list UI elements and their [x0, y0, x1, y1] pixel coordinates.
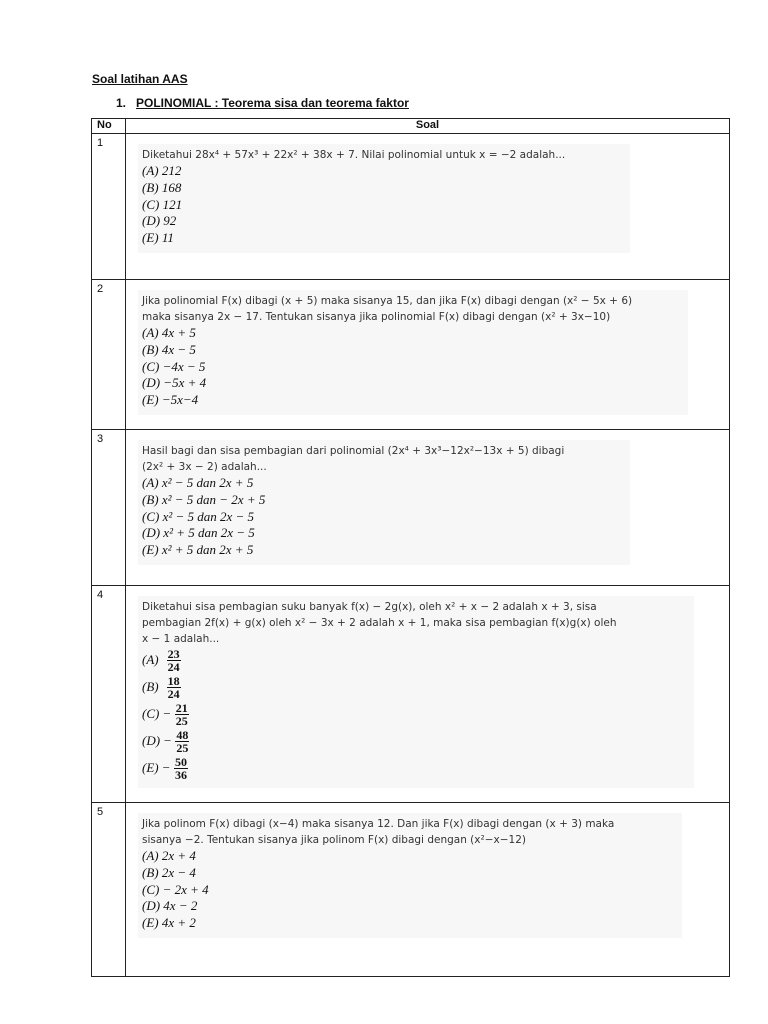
question-stem-line-2: (2x² + 3x − 2) adalah... — [142, 460, 267, 473]
fraction-numerator: 21 — [175, 700, 188, 715]
question-cell — [126, 802, 730, 976]
fraction-denominator: 25 — [176, 740, 189, 755]
option-e: (E) −5x−4 — [142, 392, 199, 408]
question-box — [138, 813, 682, 938]
fraction-denominator: 36 — [174, 767, 187, 782]
fraction — [167, 675, 181, 700]
question-stem-line-2: sisanya −2. Tentukan sisanya jika polinom F(x) dibagi dengan (x²−x−12) — [142, 833, 526, 846]
question-number: 5 — [92, 802, 126, 976]
option-e: (E) 4x + 2 — [142, 915, 196, 931]
fraction-numerator: 50 — [174, 754, 187, 769]
option-d: (D) 4x − 2 — [142, 898, 198, 914]
option-d: (D) −5x + 4 — [142, 375, 207, 391]
option-d: (D) x² + 5 dan 2x − 5 — [142, 525, 255, 541]
question-stem-line-3: x − 1 adalah... — [142, 632, 220, 645]
question-box — [138, 144, 630, 253]
option-c: (C) −4x − 5 — [142, 358, 206, 374]
fraction — [175, 729, 189, 754]
option-a: (A) 4x + 5 — [142, 325, 196, 340]
option-d — [142, 728, 688, 755]
question-stem: Diketahui 28x⁴ + 57x³ + 22x² + 38x + 7. Nilai polinomial untuk x = −2 adalah... — [142, 149, 566, 161]
option-c — [142, 701, 688, 728]
option-a: (A) 2x + 4 — [142, 847, 196, 863]
option-a — [142, 647, 688, 674]
option-b — [142, 674, 688, 701]
option-b: (B) x² − 5 dan − 2x + 5 — [142, 491, 266, 507]
fraction-numerator: 18 — [167, 673, 180, 688]
table-row — [92, 134, 730, 280]
option-c: (C) x² − 5 dan 2x − 5 — [142, 508, 255, 524]
question-box — [138, 596, 694, 788]
question-stem-line-2: maka sisanya 2x − 17. Tentukan sisanya jika polinomial F(x) dibagi dengan (x² + 3x−10) — [142, 311, 611, 323]
table-row — [92, 429, 730, 585]
question-cell — [126, 134, 730, 280]
option-label: (B) — [142, 679, 159, 695]
option-e: (E) 11 — [142, 230, 174, 246]
option-e — [142, 755, 688, 782]
option-c: (C) 121 — [142, 196, 183, 212]
fraction — [175, 702, 189, 727]
table-row — [92, 585, 730, 802]
fraction — [167, 648, 181, 673]
option-c: (C) − 2x + 4 — [142, 881, 209, 897]
option-a: (A) 212 — [142, 163, 182, 178]
question-cell — [126, 585, 730, 802]
table-header-row — [92, 119, 730, 134]
section-heading — [116, 96, 409, 110]
table-row — [92, 802, 730, 976]
question-stem-line-1: Hasil bagi dan sisa pembagian dari polinomial (2x⁴ + 3x³−12x²−13x + 5) dibagi — [142, 444, 565, 457]
section-number: 1. — [116, 96, 127, 110]
option-label: (C) — [142, 706, 160, 722]
option-b: (B) 168 — [142, 179, 182, 195]
fraction-numerator: 48 — [176, 727, 189, 742]
header-no: No — [92, 119, 126, 134]
header-soal: Soal — [126, 119, 730, 134]
option-b: (B) 2x − 4 — [142, 864, 196, 880]
question-number: 4 — [92, 585, 126, 802]
option-b: (B) 4x − 5 — [142, 341, 196, 357]
fraction-numerator: 23 — [167, 646, 180, 661]
fraction — [174, 756, 188, 781]
question-number: 2 — [92, 280, 126, 430]
option-label: (A) — [142, 652, 159, 668]
questions-table — [91, 118, 730, 977]
question-number: 1 — [92, 134, 126, 280]
option-a: (A) x² − 5 dan 2x + 5 — [142, 474, 254, 490]
option-label: (E) — [142, 760, 159, 776]
fraction-denominator: 24 — [167, 659, 180, 674]
section-title: POLINOMIAL : Teorema sisa dan teorema faktor — [136, 96, 409, 110]
question-stem-line-1: Jika polinomial F(x) dibagi (x + 5) maka sisanya 15, dan jika F(x) dibagi dengan (x² − 5x + 6) — [142, 295, 633, 307]
option-sign: − — [162, 760, 170, 776]
question-stem-line-2: pembagian 2f(x) + g(x) oleh x² − 3x + 2 adalah x + 1, maka sisa pembagian f(x)g(x) oleh — [142, 616, 617, 629]
question-stem-line-1: Jika polinom F(x) dibagi (x−4) maka sisanya 12. Dan jika F(x) dibagi dengan (x + 3) maka — [142, 817, 615, 830]
table-row — [92, 280, 730, 430]
option-sign: − — [163, 706, 171, 722]
question-box — [138, 290, 688, 415]
option-sign: − — [164, 733, 172, 749]
question-stem-line-1: Diketahui sisa pembagian suku banyak f(x) − 2g(x), oleh x² + x − 2 adalah x + 3, sisa — [142, 600, 597, 613]
option-e: (E) x² + 5 dan 2x + 5 — [142, 542, 254, 558]
question-cell — [126, 429, 730, 585]
question-box — [138, 440, 630, 565]
option-d: (D) 92 — [142, 213, 177, 229]
document-title: Soal latihan AAS — [92, 72, 188, 86]
fraction-denominator: 25 — [175, 713, 188, 728]
question-number: 3 — [92, 429, 126, 585]
option-label: (D) — [142, 733, 161, 749]
fraction-denominator: 24 — [167, 686, 180, 701]
question-cell — [126, 280, 730, 430]
